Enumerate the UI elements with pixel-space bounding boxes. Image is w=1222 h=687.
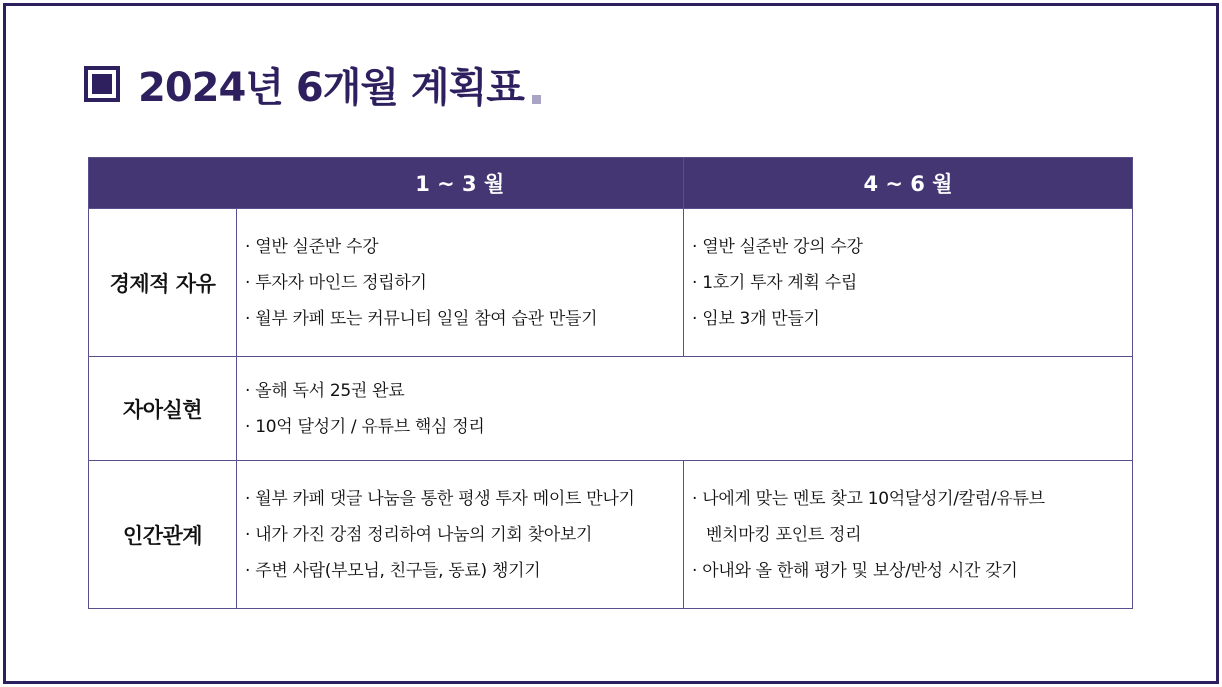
list-item: · 열반 실준반 강의 수강 [692, 236, 863, 257]
header-q2: 4 ~ 6 월 [684, 158, 1133, 209]
row-label: 인간관계 [89, 461, 237, 609]
table-cell [684, 209, 1133, 357]
list-item: · 임보 3개 만들기 [692, 308, 820, 329]
list-item: · 올해 독서 25권 완료 [245, 380, 405, 401]
table-cell [237, 461, 684, 609]
table-row [89, 357, 1133, 461]
list-item-continuation: 벤치마킹 포인트 정리 [706, 524, 862, 545]
table-row [89, 209, 1133, 357]
table-cell [684, 461, 1133, 609]
list-item: · 10억 달성기 / 유튜브 핵심 정리 [245, 416, 485, 437]
header-corner [89, 158, 237, 209]
page-title: 2024년 6개월 계획표 [138, 64, 524, 111]
list-item: · 아내와 올 한해 평가 및 보상/반성 시간 갖기 [692, 560, 1018, 581]
plan-table [88, 157, 1133, 609]
header-q1: 1 ~ 3 월 [237, 158, 684, 209]
row-label: 경제적 자유 [89, 209, 237, 357]
table-cell-merged [237, 357, 1133, 461]
square-bullet-icon [84, 66, 120, 102]
table-row [89, 461, 1133, 609]
row-label: 자아실현 [89, 357, 237, 461]
list-item: · 투자자 마인드 정립하기 [245, 272, 427, 293]
header-row [89, 158, 1133, 209]
list-item: · 1호기 투자 계획 수립 [692, 272, 858, 293]
list-item: · 주변 사람(부모님, 친구들, 동료) 챙기기 [245, 560, 541, 581]
title-dot-decoration [532, 95, 541, 104]
list-item: · 내가 가진 강점 정리하여 나눔의 기회 찾아보기 [245, 524, 593, 545]
list-item: · 월부 카페 댓글 나눔을 통한 평생 투자 메이트 만나기 [245, 488, 635, 509]
list-item: · 열반 실준반 수강 [245, 236, 379, 257]
title-row [84, 56, 541, 112]
table-cell [237, 209, 684, 357]
list-item: · 월부 카페 또는 커뮤니티 일일 참여 습관 만들기 [245, 308, 598, 329]
list-item: · 나에게 맞는 멘토 찾고 10억달성기/칼럼/유튜브 [692, 488, 1045, 509]
